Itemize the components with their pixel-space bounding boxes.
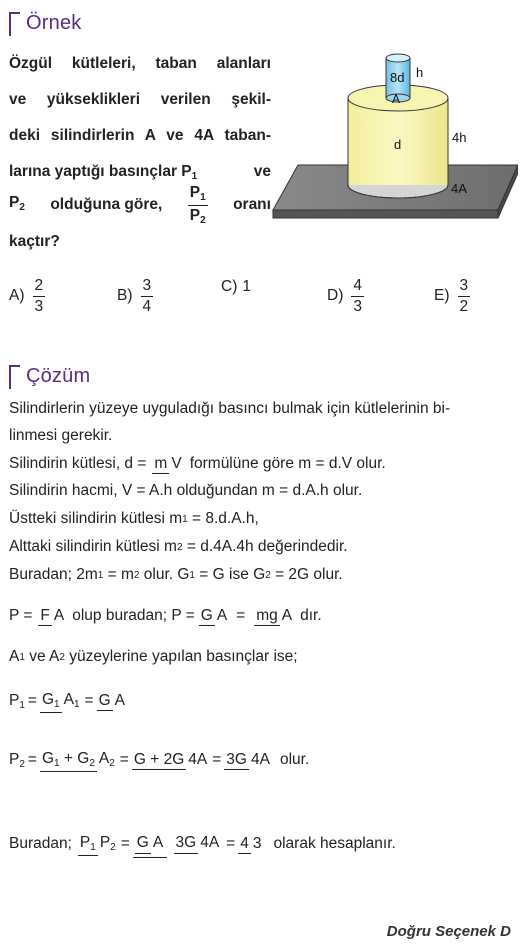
sub-1: 1 [200, 191, 206, 203]
density-fraction [152, 454, 183, 475]
p1-equation [9, 678, 127, 724]
solution-text: = m [103, 566, 134, 583]
equals-sign: = [212, 751, 222, 768]
compound-bottom [174, 833, 222, 854]
frac-num: G + 2G [132, 752, 186, 771]
solution-text: linmesi gerekir. [9, 427, 113, 444]
frac-num: G [41, 690, 55, 708]
pressure-fraction-3 [254, 606, 294, 627]
sub-2: 2 [19, 758, 25, 770]
solution-text: = 2G olur. [270, 566, 343, 583]
option-a-fraction [33, 278, 46, 314]
solution-line-4 [9, 482, 362, 500]
frac-num: + G [59, 749, 90, 767]
frac-den: A [281, 606, 293, 624]
sub-1: 1 [73, 698, 80, 710]
solution-text: Buradan; 2m [9, 566, 98, 583]
p2-fraction-2 [132, 750, 209, 771]
sub-2: 2 [89, 757, 95, 769]
pressure-fraction-1 [38, 606, 66, 627]
equals-sign: = [236, 607, 246, 624]
p2-equation [9, 737, 309, 783]
option-d-num: 4 [351, 278, 364, 297]
label-bottom-density: d [394, 137, 402, 152]
sub-1: 1 [90, 841, 96, 853]
sub-1: 1 [189, 569, 195, 581]
solution-text: olur. [279, 751, 310, 768]
correct-answer: Doğru Seçenek D [386, 923, 511, 940]
line5-mid: olduğuna göre, [50, 196, 163, 213]
solution-text: Silindirin kütlesi, d = [9, 455, 147, 472]
frac-num: G [97, 693, 113, 712]
solution-line-7 [9, 566, 343, 584]
sub-2: 2 [110, 841, 116, 853]
option-a-den: 3 [34, 297, 44, 315]
solution-line-3 [9, 446, 386, 482]
label-bottom-area: 4A [451, 181, 467, 196]
sub-2: 2 [59, 651, 65, 663]
solution-line-1 [9, 400, 514, 418]
frac-den: 4A [188, 750, 208, 768]
frac-num: 4 [238, 836, 251, 855]
result-fraction [238, 834, 263, 855]
solution-text: Alttaki silindirin kütlesi m [9, 538, 177, 555]
frac-num: mg [254, 608, 280, 627]
frac-num: F [38, 608, 51, 627]
solution-header [9, 363, 90, 389]
solution-text: dır. [300, 607, 322, 624]
solution-text: olarak hesaplanır. [273, 835, 396, 852]
option-b[interactable] [117, 278, 153, 314]
label-top-height: h [416, 65, 424, 80]
solution-text: formülüne göre m = d.V olur. [189, 455, 386, 472]
problem-line-2: ve yükseklikleri verilen şekil- [9, 91, 271, 108]
problem-text [9, 55, 271, 255]
ratio-num: P [189, 183, 201, 201]
solution-text: Üstteki silindirin kütlesi m [9, 510, 183, 527]
solution-title: Çözüm [26, 364, 91, 387]
sub-1: 1 [97, 569, 104, 581]
option-e-num: 3 [458, 278, 471, 297]
frac-num: 3G [174, 835, 199, 854]
frac-num: G [41, 749, 55, 767]
pressure-p2-text: P [9, 193, 20, 211]
option-b-fraction [141, 278, 154, 314]
problem-line-6: kaçtır? [9, 233, 60, 250]
label-top-density: 8d [390, 70, 405, 85]
solution-text: olur. G [139, 566, 190, 583]
plate-edge [273, 210, 498, 218]
solution-text: Silindirin hacmi, V = A.h olduğundan m = d.A.h olur. [9, 482, 363, 499]
equals-sign: = [119, 751, 129, 768]
option-a-label: A) [9, 287, 25, 304]
option-c[interactable] [221, 278, 251, 296]
option-e-label: E) [434, 287, 450, 304]
solution-line-6 [9, 538, 348, 556]
option-b-label: B) [117, 287, 133, 304]
frac-den: A [216, 606, 228, 624]
header-bracket [9, 12, 20, 36]
p2-fraction-3 [224, 750, 272, 771]
frac-num: G [199, 608, 215, 627]
option-d-label: D) [327, 287, 344, 304]
solution-text: Buradan; [9, 835, 72, 852]
p1-fraction-2 [97, 691, 127, 712]
sub-1: 1 [191, 171, 198, 182]
frac-den: 4A [250, 750, 270, 768]
example-header [9, 10, 81, 36]
frac-den: A [114, 691, 125, 709]
sub-1: 1 [19, 651, 25, 663]
label-bottom-height: 4h [452, 130, 467, 145]
frac-den: 4A [200, 834, 220, 852]
sub-1: 1 [182, 513, 188, 525]
frac-num: m [152, 456, 169, 475]
line5-tail: oranı [233, 196, 271, 213]
equals-sign: = [84, 692, 94, 709]
frac-num: P [79, 833, 91, 851]
solution-line-2 [9, 427, 112, 445]
problem-line-1: Özgül kütleleri, taban alanları [9, 55, 271, 72]
sub-2: 2 [176, 541, 183, 553]
option-b-num: 3 [141, 278, 154, 297]
sub-2: 2 [265, 569, 271, 581]
ratio-fraction [78, 833, 118, 856]
label-top-area: A [392, 92, 401, 106]
option-e[interactable] [434, 278, 470, 314]
equals-sign: = [120, 835, 130, 852]
solution-text: = G ise G [194, 566, 266, 583]
sub-2: 2 [19, 201, 25, 213]
frac-den: P [99, 833, 111, 851]
solution-text: P = [9, 607, 33, 624]
frac-num: 3G [224, 752, 249, 771]
line4-tail: ve [253, 163, 271, 180]
cylinders-figure [268, 50, 518, 230]
ratio-fraction [188, 185, 208, 226]
option-e-den: 2 [459, 297, 469, 315]
solution-text: A [9, 648, 20, 665]
p2-symbol: $P_2$ [9, 750, 25, 770]
equals-sign: = [27, 692, 37, 709]
frac-den: A [53, 606, 65, 624]
solution-text: Silindirlerin yüzeye uyguladığı basıncı bulmak için kütlelerinin bi- [9, 400, 451, 417]
solution-text: = d.4A.4h değerindedir. [182, 538, 348, 555]
equals-sign: = [226, 835, 236, 852]
sub-1: 1 [54, 698, 60, 710]
header-bracket [9, 365, 20, 389]
frac-den: A [98, 749, 110, 767]
solution-line-8 [9, 594, 322, 638]
p1-fraction-1 [40, 690, 82, 713]
problem-line-3: deki silindirlerin A ve 4A taban- [9, 127, 271, 144]
solution-text: ve A [24, 648, 60, 665]
solution-text: yüzeylerine yapılan basınçlar ise; [64, 648, 298, 665]
pressure-p1-text: larına yaptığı basınçlar P [9, 163, 192, 180]
example-title: Örnek [26, 11, 82, 34]
final-equation [9, 796, 396, 892]
top-cylinder-top [386, 54, 410, 62]
equals-sign: = [27, 751, 37, 768]
sub-2: 2 [133, 569, 140, 581]
frac-den: A [63, 690, 74, 708]
compound-top [135, 833, 165, 854]
frac-num: G [135, 835, 151, 854]
option-d[interactable] [327, 278, 364, 314]
option-c-label: C) [221, 278, 238, 295]
solution-line-9 [9, 648, 298, 666]
option-c-value: 1 [242, 278, 251, 295]
option-a[interactable] [9, 278, 45, 314]
option-e-fraction [458, 278, 471, 314]
sub-1: 1 [19, 699, 25, 711]
problem-line-5 [9, 183, 271, 227]
p1-symbol: $P_1$ [9, 691, 25, 711]
option-d-den: 3 [353, 297, 362, 315]
sub-2: 2 [200, 214, 206, 226]
pressure-fraction-2 [199, 606, 229, 627]
solution-line-5 [9, 510, 259, 528]
solution-text: olup buradan; P = [72, 607, 195, 624]
option-d-fraction [351, 278, 364, 314]
ratio-den: P [189, 206, 201, 224]
option-a-num: 2 [33, 278, 46, 297]
frac-den: 3 [252, 834, 262, 852]
frac-den: A [152, 834, 164, 852]
sub-1: 1 [54, 757, 60, 769]
option-b-den: 4 [142, 297, 152, 315]
solution-text: = 8.d.A.h, [187, 510, 259, 527]
compound-fraction [133, 830, 223, 858]
sub-2: 2 [109, 757, 115, 769]
p2-fraction-1 [40, 749, 117, 772]
frac-den: V [171, 454, 182, 472]
